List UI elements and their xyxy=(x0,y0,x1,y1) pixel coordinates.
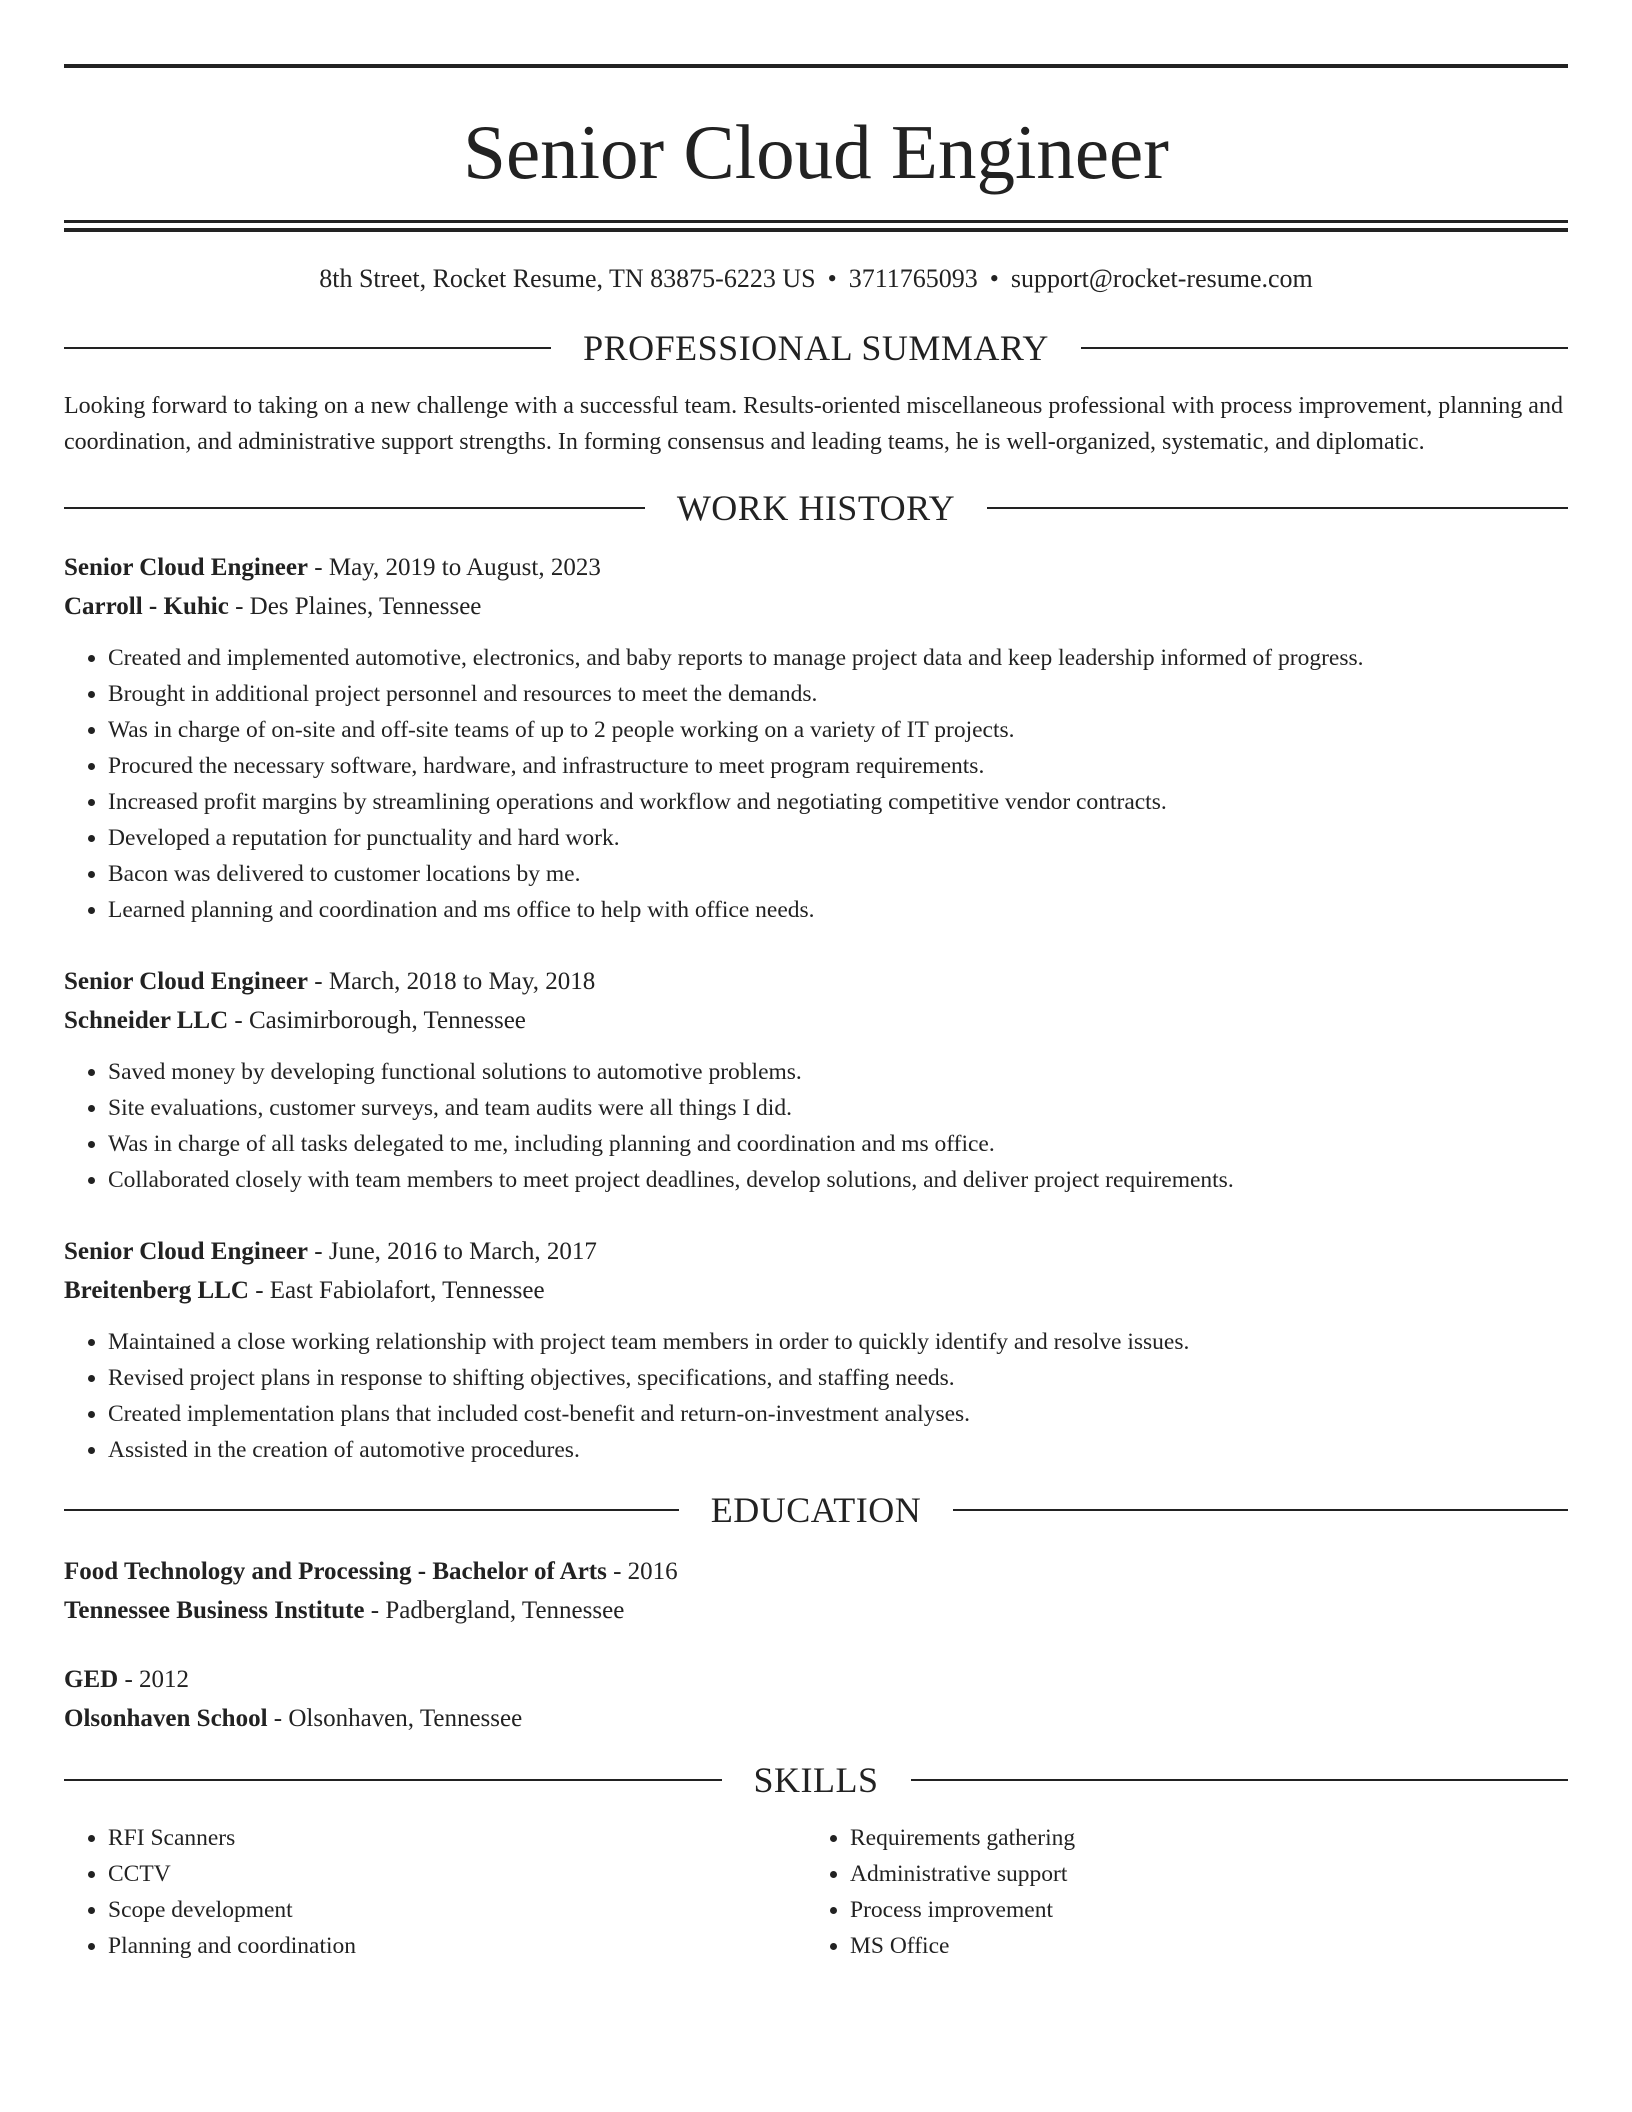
job-role: Senior Cloud Engineer xyxy=(64,1238,309,1265)
job-bullets xyxy=(64,1054,1568,1198)
heading-rule xyxy=(953,1509,1568,1511)
contact-email: support@rocket-resume.com xyxy=(1010,264,1313,293)
section-title: EDUCATION xyxy=(710,1490,922,1530)
job-bullet: • Was in charge of on-site and off-site teams of up to 2 people working on a variety of IT projects. xyxy=(108,712,1568,748)
job-bullet: • Site evaluations, customer surveys, and team audits were all things I did. xyxy=(108,1090,1568,1126)
job-bullets xyxy=(64,1324,1568,1468)
skill-item: • RFI Scanners xyxy=(108,1820,806,1856)
skill-item: • MS Office xyxy=(850,1928,1548,1964)
job-location: - Casimirborough, Tennessee xyxy=(228,1007,526,1034)
heading-rule xyxy=(64,1779,722,1781)
job-dates: - May, 2019 to August, 2023 xyxy=(308,554,601,581)
contact-separator: • xyxy=(827,264,837,293)
education-year: - 2012 xyxy=(118,1666,190,1693)
job-company-line xyxy=(64,1001,1568,1040)
title-double-rule xyxy=(64,220,1568,232)
education-school: Olsonhaven School xyxy=(64,1705,268,1732)
job-bullet: • Was in charge of all tasks delegated to me, including planning and coordination and ms office. xyxy=(108,1126,1568,1162)
contact-phone: 3711765093 xyxy=(848,264,978,293)
job-bullet: • Revised project plans in response to shifting objectives, specifications, and staffing needs. xyxy=(108,1360,1568,1396)
job-bullet: • Created and implemented automotive, electronics, and baby reports to manage project data and keep leadership informed of progress. xyxy=(108,640,1568,676)
resume-title: Senior Cloud Engineer xyxy=(463,109,1169,195)
education-entry xyxy=(64,1552,1568,1630)
job-company-line xyxy=(64,587,1568,626)
job-bullet: • Bacon was delivered to customer locations by me. xyxy=(108,856,1568,892)
section-heading-work-history xyxy=(64,486,1568,530)
contact-address: 8th Street, Rocket Resume, TN 83875-6223 US xyxy=(319,264,816,293)
job-bullet: • Learned planning and coordination and ms office to help with office needs. xyxy=(108,892,1568,928)
job-location: - Des Plaines, Tennessee xyxy=(228,593,482,620)
job-dates: - June, 2016 to March, 2017 xyxy=(308,1238,597,1265)
section-heading-summary xyxy=(64,326,1568,370)
job-bullet: • Increased profit margins by streamlining operations and workflow and negotiating competitive vendor contracts. xyxy=(108,784,1568,820)
job-bullet: • Created implementation plans that included cost-benefit and return-on-investment analyses. xyxy=(108,1396,1568,1432)
job-bullet: • Developed a reputation for punctuality and hard work. xyxy=(108,820,1568,856)
job-bullet: • Collaborated closely with team members to meet project deadlines, develop solutions, and deliver project requirements. xyxy=(108,1162,1568,1198)
section-title: PROFESSIONAL SUMMARY xyxy=(583,328,1049,368)
job-role-line xyxy=(64,1232,1568,1271)
summary-text: Looking forward to taking on a new challenge with a successful team. Results-oriented miscellaneous professional with process improvement, planning and coordination, and administrative support strengths. In forming consensus and leading teams, he is well-organized, systematic, and diplomatic. xyxy=(64,393,1563,455)
education-entry xyxy=(64,1660,1568,1738)
heading-rule xyxy=(64,1509,679,1511)
skills-column-left xyxy=(64,1820,806,1964)
skill-item: • CCTV xyxy=(108,1856,806,1892)
contact-separator: • xyxy=(989,264,999,293)
section-heading-skills xyxy=(64,1758,1568,1802)
education-degree-line xyxy=(64,1660,1568,1699)
job-role-line xyxy=(64,962,1568,1001)
job-bullet: • Assisted in the creation of automotive procedures. xyxy=(108,1432,1568,1468)
section-heading-education xyxy=(64,1488,1568,1532)
job-company-line xyxy=(64,1271,1568,1310)
job-bullets xyxy=(64,640,1568,928)
job-bullet: • Saved money by developing functional solutions to automotive problems. xyxy=(108,1054,1568,1090)
heading-rule xyxy=(64,347,551,349)
job-entry xyxy=(64,962,1568,1198)
job-bullet: • Maintained a close working relationship with project team members in order to quickly identify and resolve issues. xyxy=(108,1324,1568,1360)
heading-rule xyxy=(911,1779,1569,1781)
job-bullet: • Brought in additional project personnel and resources to meet the demands. xyxy=(108,676,1568,712)
job-dates: - March, 2018 to May, 2018 xyxy=(308,968,596,995)
section-title: WORK HISTORY xyxy=(676,488,956,528)
job-company: Breitenberg LLC xyxy=(64,1277,249,1304)
education-school-line xyxy=(64,1591,1568,1630)
job-company: Schneider LLC xyxy=(64,1007,229,1034)
top-rule xyxy=(64,64,1568,68)
heading-rule xyxy=(987,507,1568,509)
skills-grid xyxy=(64,1820,1568,1964)
education-school-line xyxy=(64,1699,1568,1738)
skill-item: • Process improvement xyxy=(850,1892,1548,1928)
education-school: Tennessee Business Institute xyxy=(64,1597,365,1624)
job-bullet: • Procured the necessary software, hardware, and infrastructure to meet program requirements. xyxy=(108,748,1568,784)
job-entry xyxy=(64,1232,1568,1468)
job-company: Carroll - Kuhic xyxy=(64,593,229,620)
heading-rule xyxy=(64,507,645,509)
education-degree: Food Technology and Processing - Bachelor of Arts xyxy=(64,1558,607,1585)
contact-line xyxy=(64,262,1568,296)
education-year: - 2016 xyxy=(606,1558,678,1585)
skills-column-right xyxy=(806,1820,1548,1964)
skill-item: • Requirements gathering xyxy=(850,1820,1548,1856)
job-role-line xyxy=(64,548,1568,587)
section-title: SKILLS xyxy=(753,1760,879,1800)
job-entry xyxy=(64,548,1568,928)
resume-page xyxy=(64,64,1568,1964)
heading-rule xyxy=(1081,347,1568,349)
job-location: - East Fabiolafort, Tennessee xyxy=(248,1277,545,1304)
skill-item: • Planning and coordination xyxy=(108,1928,806,1964)
job-role: Senior Cloud Engineer xyxy=(64,554,309,581)
education-location: - Olsonhaven, Tennessee xyxy=(267,1705,523,1732)
skill-item: • Administrative support xyxy=(850,1856,1548,1892)
job-role: Senior Cloud Engineer xyxy=(64,968,309,995)
education-degree: GED xyxy=(64,1666,119,1693)
skill-item: • Scope development xyxy=(108,1892,806,1928)
education-location: - Padbergland, Tennessee xyxy=(364,1597,625,1624)
education-degree-line xyxy=(64,1552,1568,1591)
